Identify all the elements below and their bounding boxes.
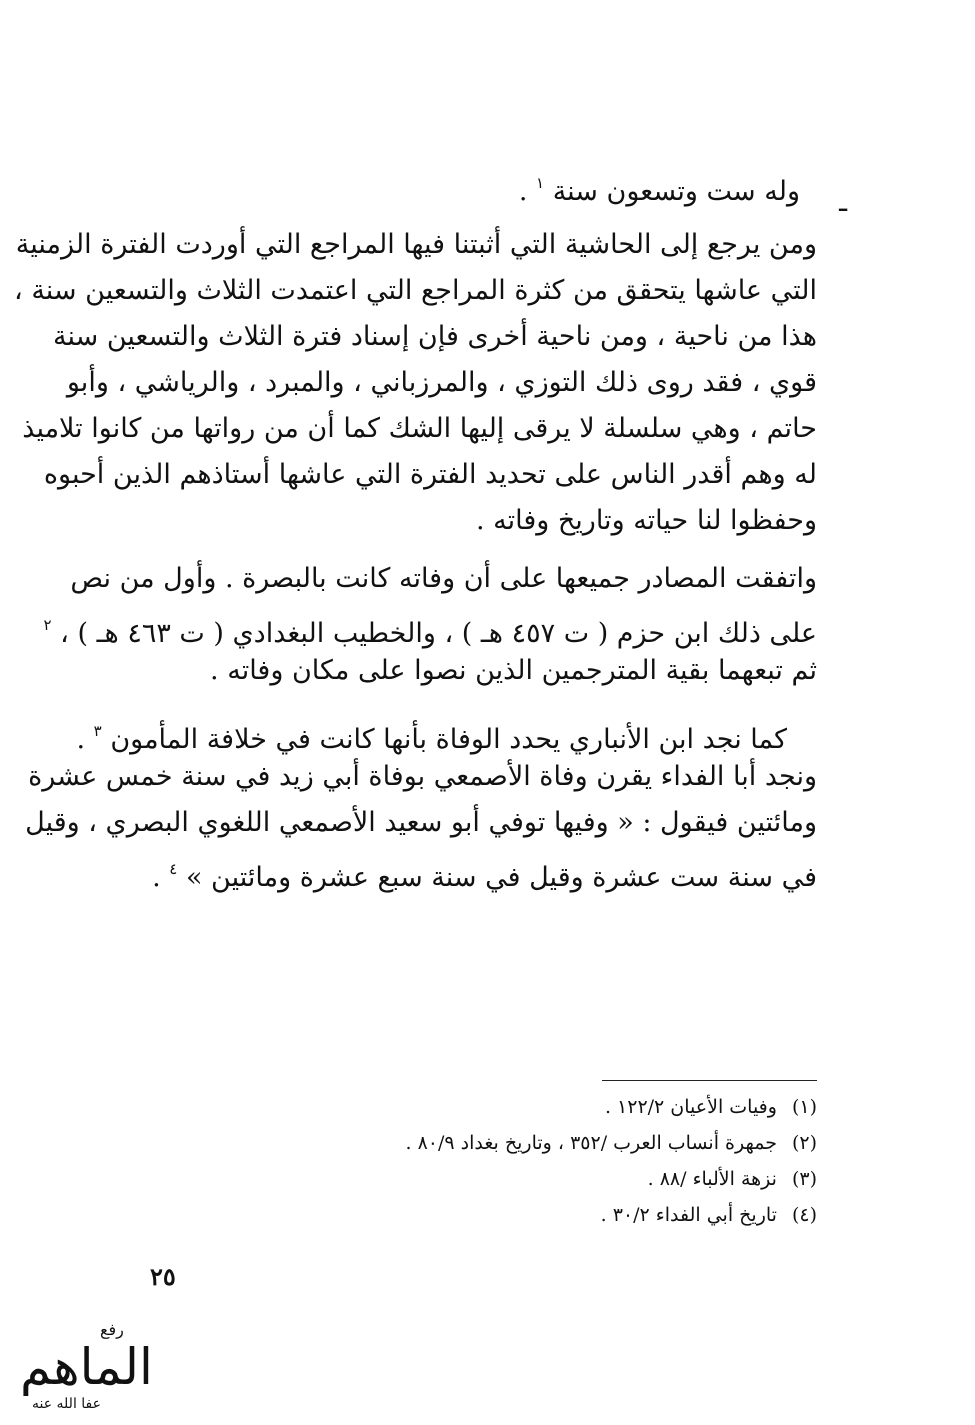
stamp-bottom-text: عفا الله عنه (32, 1396, 101, 1412)
footnote-separator (602, 1080, 817, 1081)
text-line: واتفقت المصادر جميعها على أن وفاته كانت بالبصرة . وأول من نص (70, 563, 817, 594)
footnote-mark-3: ٣ (93, 722, 102, 740)
text-line: له وهم أقدر الناس على تحديد الفترة التي عاشها أستاذهم الذين أحبوه (43, 459, 817, 490)
text-line: على ذلك ابن حزم ( ت ٤٥٧ هـ ) ، والخطيب البغدادي ( ت ٤٦٣ هـ ) ، $^٢$ (43, 616, 817, 649)
leading-dash: ـ (839, 187, 847, 218)
footnote-3: (٣) نزهة الألباء /٨٨ . (647, 1168, 817, 1190)
text-line: كما نجد ابن الأنباري يحدد الوفاة بأنها كانت في خلافة المأمون $^٣$ . (76, 722, 787, 755)
footnote-4: (٤) تاريخ أبي الفداء ٣٠/٢ . (600, 1204, 817, 1226)
text-line: ونجد أبا الفداء يقرن وفاة الأصمعي بوفاة أبي زيد في سنة خمس عشرة (28, 761, 817, 792)
text-line: وحفظوا لنا حياته وتاريخ وفاته . (475, 505, 817, 536)
uploader-stamp (10, 1320, 170, 1420)
text-line: هذا من ناحية ، ومن ناحية أخرى فإن إسناد فترة الثلاث والتسعين سنة (53, 321, 817, 352)
text-line: قوي ، فقد روى ذلك التوزي ، والمرزباني ، والمبرد ، والرياشي ، وأبو (66, 367, 817, 398)
footnote-mark-4: ٤ (169, 860, 178, 878)
footnote-mark-2: ٢ (43, 616, 52, 634)
text-line: ومن يرجع إلى الحاشية التي أثبتنا فيها المراجع التي أوردت الفترة الزمنية (15, 229, 817, 260)
text-line: في سنة ست عشرة وقيل في سنة سبع عشرة ومائتين » $^٤$ . (152, 860, 817, 893)
text-line: حاتم ، وهي سلسلة لا يرقى إليها الشك كما أن من رواتها من كانوا تلاميذ (22, 413, 817, 444)
text-line: وله ست وتسعون سنة $^١$ . (518, 174, 800, 207)
stamp-top-text: رفع (100, 1320, 124, 1339)
text-line: ومائتين فيقول : « وفيها توفي أبو سعيد الأصمعي اللغوي البصري ، وقيل (25, 807, 817, 838)
footnote-mark-1: ١ (536, 174, 545, 192)
page-number: ٢٥ (150, 1262, 176, 1291)
stamp-main-text: الماهم (20, 1338, 153, 1396)
footnote-2: (٢) جمهرة أنساب العرب /٣٥٢ ، وتاريخ بغداد ٨٠/٩ . (405, 1132, 817, 1154)
footnote-1: (١) وفيات الأعيان ١٢٢/٢ . (604, 1096, 817, 1118)
text-line: التي عاشها يتحقق من كثرة المراجع التي اعتمدت الثلاث والتسعين سنة ، (14, 275, 817, 306)
text-line: ثم تبعهما بقية المترجمين الذين نصوا على مكان وفاته . (210, 655, 817, 686)
